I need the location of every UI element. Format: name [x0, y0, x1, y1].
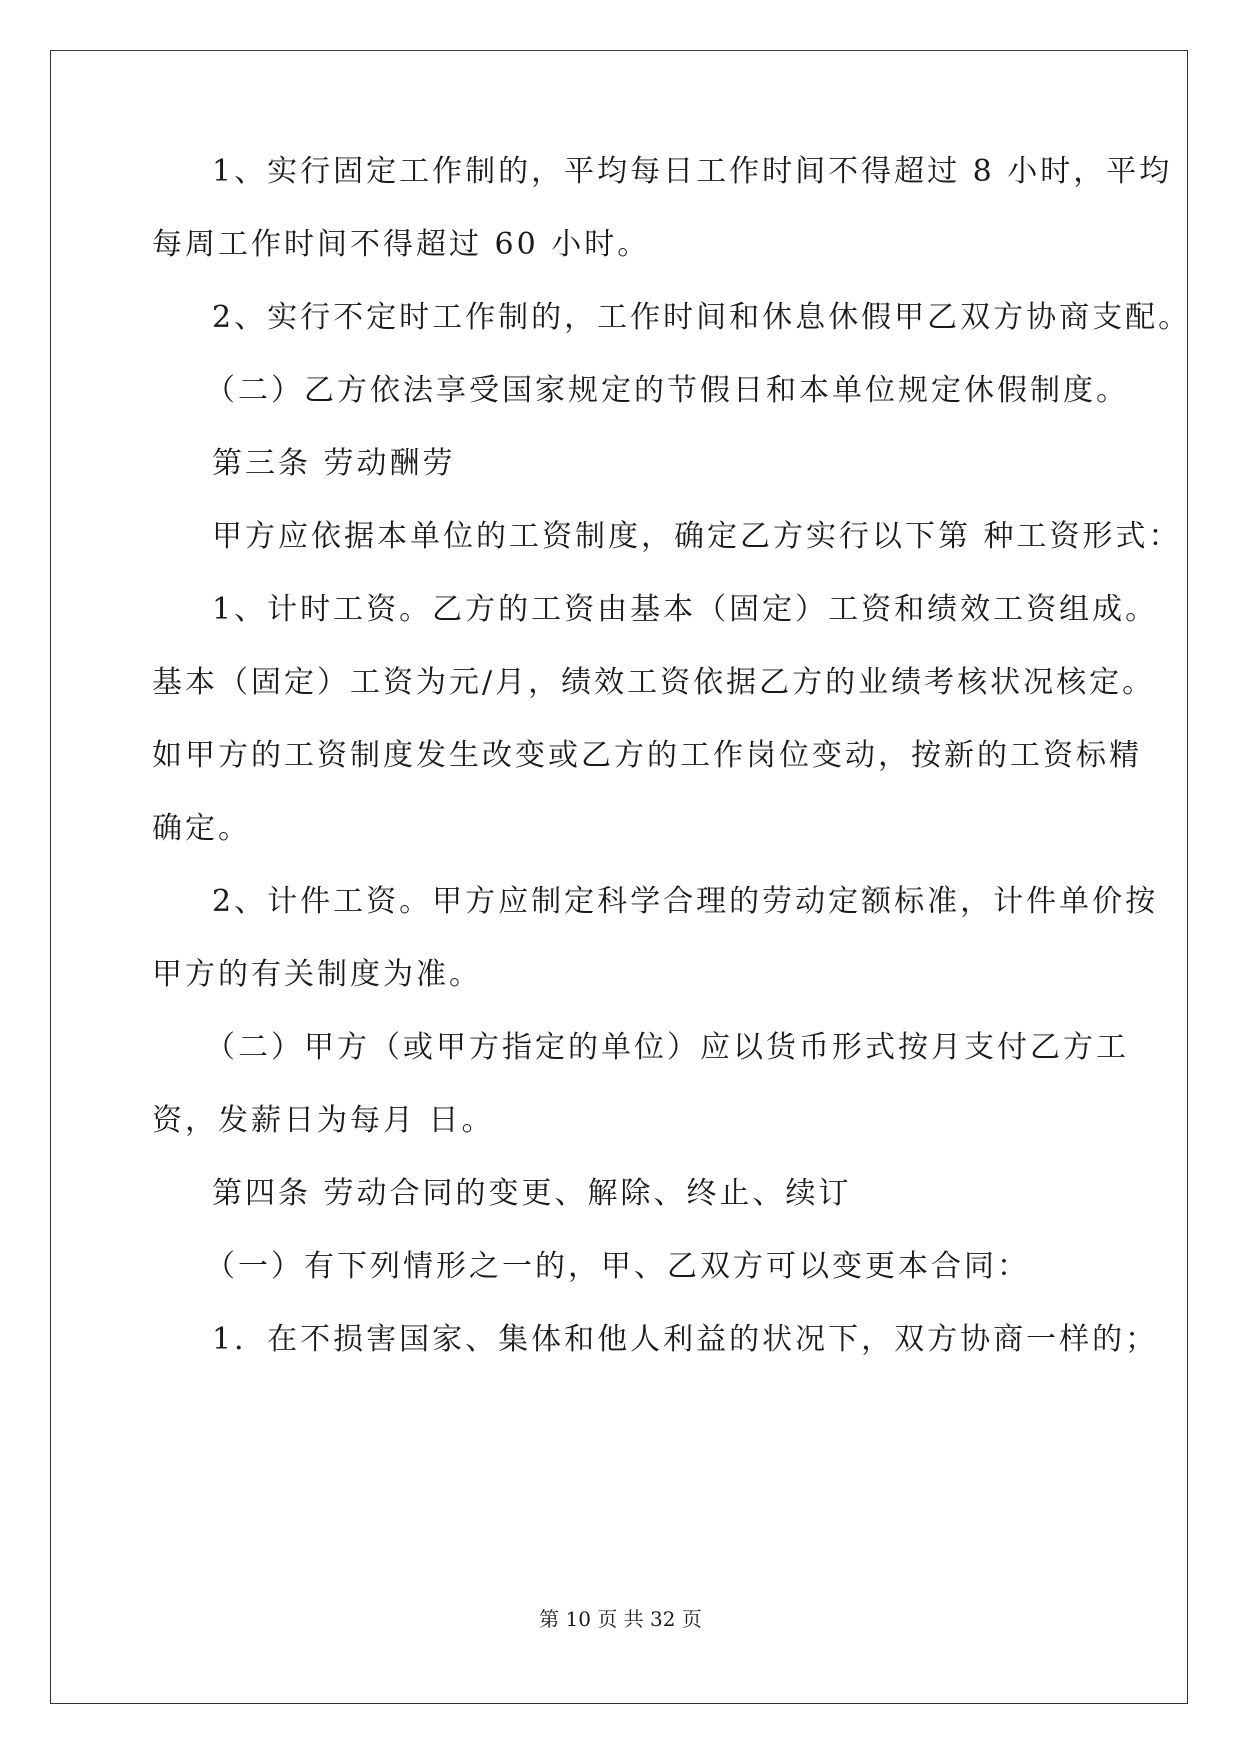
paragraph-line: 确定。 — [152, 811, 251, 846]
paragraph-line: 如甲方的工资制度发生改变或乙方的工作岗位变动，按新的工资标精 — [152, 738, 1142, 773]
paragraph-line: 1、计时工资。乙方的工资由基本（固定）工资和绩效工资组成。 — [212, 592, 1159, 627]
paragraph-line: 1、实行固定工作制的，平均每日工作时间不得超过 8 小时，平均 — [212, 154, 1173, 189]
paragraph-line: 资，发薪日为每月 日。 — [152, 1103, 495, 1138]
paragraph-line: 2、计件工资。甲方应制定科学合理的劳动定额标准，计件单价按 — [212, 884, 1159, 919]
paragraph-line: 甲方应依据本单位的工资制度，确定乙方实行以下第 种工资形式： — [212, 519, 1182, 554]
paragraph-line: 2、实行不定时工作制的，工作时间和休息休假甲乙双方协商支配。 — [212, 300, 1192, 335]
paragraph-line: （一）有下列情形之一的，甲、乙双方可以变更本合同： — [205, 1249, 1030, 1284]
paragraph-line: （二）乙方依法享受国家规定的节假日和本单位规定休假制度。 — [205, 373, 1129, 408]
paragraph-line: 基本（固定）工资为元/月，绩效工资依据乙方的业绩考核状况核定。 — [152, 665, 1156, 700]
paragraph-line: 甲方的有关制度为准。 — [152, 957, 482, 992]
paragraph-line: 1．在不损害国家、集体和他人利益的状况下，双方协商一样的； — [212, 1322, 1159, 1357]
section-heading: 第四条 劳动合同的变更、解除、终止、续订 — [212, 1176, 852, 1211]
page-number: 第 10 页 共 32 页 — [539, 1607, 702, 1631]
paragraph-line: （二）甲方（或甲方指定的单位）应以货币形式按月支付乙方工 — [205, 1030, 1129, 1065]
section-heading: 第三条 劳动酬劳 — [212, 446, 456, 481]
paragraph-line: 每周工作时间不得超过 60 小时。 — [152, 227, 651, 262]
